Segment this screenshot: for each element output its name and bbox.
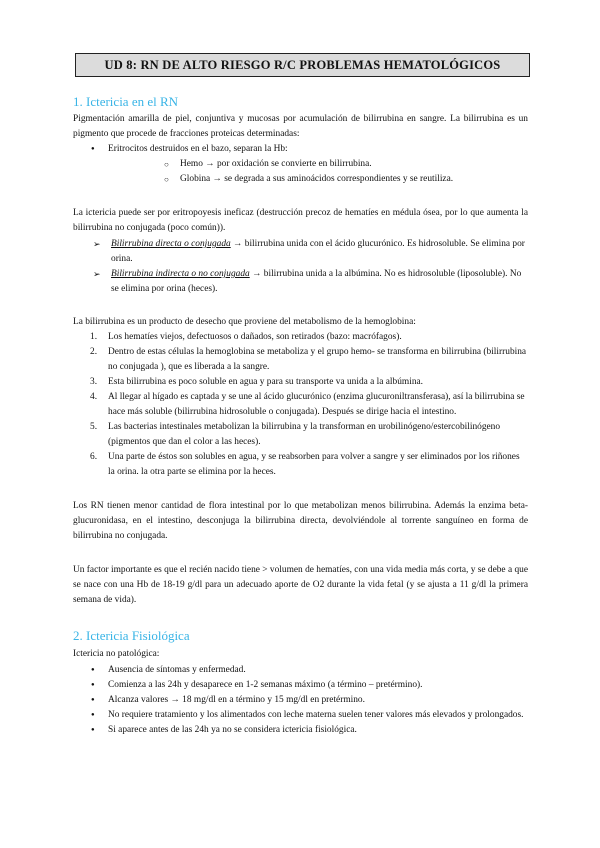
list-item: ● No requiere tratamiento y los alimentados con leche materna suelen tener valores más elevados y prolongados. xyxy=(73,708,528,723)
section1-para2: La ictericia puede ser por eritropoyesis ineficaz (destrucción precoz de hematíes en médula ósea, por lo que aumenta la bilirrubina no conjugada (poco común)). xyxy=(73,208,528,233)
section1-para3: La bilirrubina es un producto de desecho que proviene del metabolismo de la hemoglobina: xyxy=(73,317,416,327)
term: Bilirrubina indirecta o no conjugada xyxy=(111,269,250,279)
list-item xyxy=(73,237,528,267)
section1-para4: Los RN tienen menor cantidad de flora intestinal por lo que metabolizan menos bilirrubina. Además la enzima beta-glucuronidasa, en el intestino, desconjuga la bilirrubina directa, devolviéndole al torrente sanguíneo en forma de bilirrubina no conjugada. xyxy=(73,501,528,541)
list-item: 4. Al llegar al hígado es captada y se une al ácido glucurónico (enzima glucuroniltransferasa), así la bilirrubina se hace más soluble (bilirrubina hidrosoluble o conjugada). Después se dirige hacia el intestino. xyxy=(90,392,525,417)
step-text: Las bacterias intestinales metabolizan la bilirrubina y la transforman en urobilinógeno/estercobilinógeno (pigmentos que dan el color a las heces). xyxy=(108,422,501,447)
step-text: Dentro de estas células la hemoglobina se metaboliza y el grupo hemo- se transforma en bilirrubina (bilirrubina no conjugada ), que es liberada a la sangre. xyxy=(108,347,527,372)
bilirubin-types xyxy=(73,237,528,297)
step-text: Una parte de éstos son solubles en agua, y se reabsorben para volver a sangre y ser eliminados por los riñones la orina. la otra parte se elimina por la heces. xyxy=(108,452,520,477)
section1-intro: Pigmentación amarilla de piel, conjuntiva y mucosas por acumulación de bilirrubina en sangre. La bilirrubina es un pigmento que procede de fracciones proteicas determinadas: xyxy=(73,114,528,139)
bullet-text: Eritrocitos destruidos en el bazo, separan la Hb: xyxy=(108,144,288,154)
definition: → bilirrubina unida con el ácido glucurónico. Es hidrosoluble. Se elimina por orina. xyxy=(111,239,525,264)
metabolism-steps xyxy=(73,330,528,480)
step-text: Los hematíes viejos, defectuosos o dañados, son retirados (bazo: macrófagos). xyxy=(108,332,402,342)
sub-item: ○ Globina → se degrada a sus aminoácidos correspondientes y se reutiliza. xyxy=(108,172,528,187)
list-item xyxy=(73,142,528,187)
sub-list xyxy=(108,157,528,187)
section2-intro: Ictericia no patológica: xyxy=(73,649,160,659)
page-title: UD 8: RN DE ALTO RIESGO R/C PROBLEMAS HEMATOLÓGICOS xyxy=(75,53,530,77)
list-item: 2. Dentro de estas células la hemoglobina se metaboliza y el grupo hemo- se transforma en bilirrubina (bilirrubina no conjugada ), que es liberada a la sangre. xyxy=(90,347,527,372)
list-item: 6. Una parte de éstos son solubles en agua, y se reabsorben para volver a sangre y ser eliminados por los riñones la orina. la otra parte se elimina por la heces. xyxy=(90,452,520,477)
section1-heading: 1. Ictericia en el RN xyxy=(73,94,179,109)
list-item: ● Ausencia de síntomas y enfermedad. xyxy=(73,663,528,678)
list-item: 1. Los hematíes viejos, defectuosos o dañados, son retirados (bazo: macrófagos). xyxy=(90,332,402,342)
list-item xyxy=(73,267,528,297)
definition: → bilirrubina unida a la albúmina. No es hidrosoluble (liposoluble). No se elimina por orina (heces). xyxy=(111,269,522,294)
section2-heading: 2. Ictericia Fisiológica xyxy=(73,628,190,643)
step-text: Al llegar al hígado es captada y se une al ácido glucurónico (enzima glucuroniltransferasa), así la bilirrubina se hace más soluble (bilirrubina hidrosoluble o conjugada). Después se dirige hacia el intestino. xyxy=(108,392,525,417)
section1-bullets xyxy=(73,142,528,187)
step-text: Esta bilirrubina es poco soluble en agua y para su transporte va unida a la albúmina. xyxy=(108,377,424,387)
list-item: 5. Las bacterias intestinales metabolizan la bilirrubina y la transforman en urobilinógeno/estercobilinógeno (pigmentos que dan el color a las heces). xyxy=(90,422,501,447)
list-item: ● Alcanza valores → 18 mg/dl en a término y 15 mg/dl en pretérmino. xyxy=(73,693,528,708)
list-item: ● Comienza a las 24h y desaparece en 1-2 semanas máximo (a término – pretérmino). xyxy=(73,678,528,693)
section1-para5: Un factor importante es que el recién nacido tiene > volumen de hematíes, con una vida media más corta, y se debe a que se nace con una Hb de 18-19 g/dl para un adecuado aporte de O2 durante la vida fetal (y se ajusta a 11 g/dl la primera semana de vida). xyxy=(73,565,528,605)
sub-item: ○ Hemo → por oxidación se convierte en bilirrubina. xyxy=(108,157,528,172)
term: Bilirrubina directa o conjugada xyxy=(111,239,231,249)
list-item: ● Si aparece antes de las 24h ya no se considera ictericia fisiológica. xyxy=(73,723,528,738)
list-item: 3. Esta bilirrubina es poco soluble en agua y para su transporte va unida a la albúmina. xyxy=(90,377,424,387)
section2-bullets xyxy=(73,663,528,738)
